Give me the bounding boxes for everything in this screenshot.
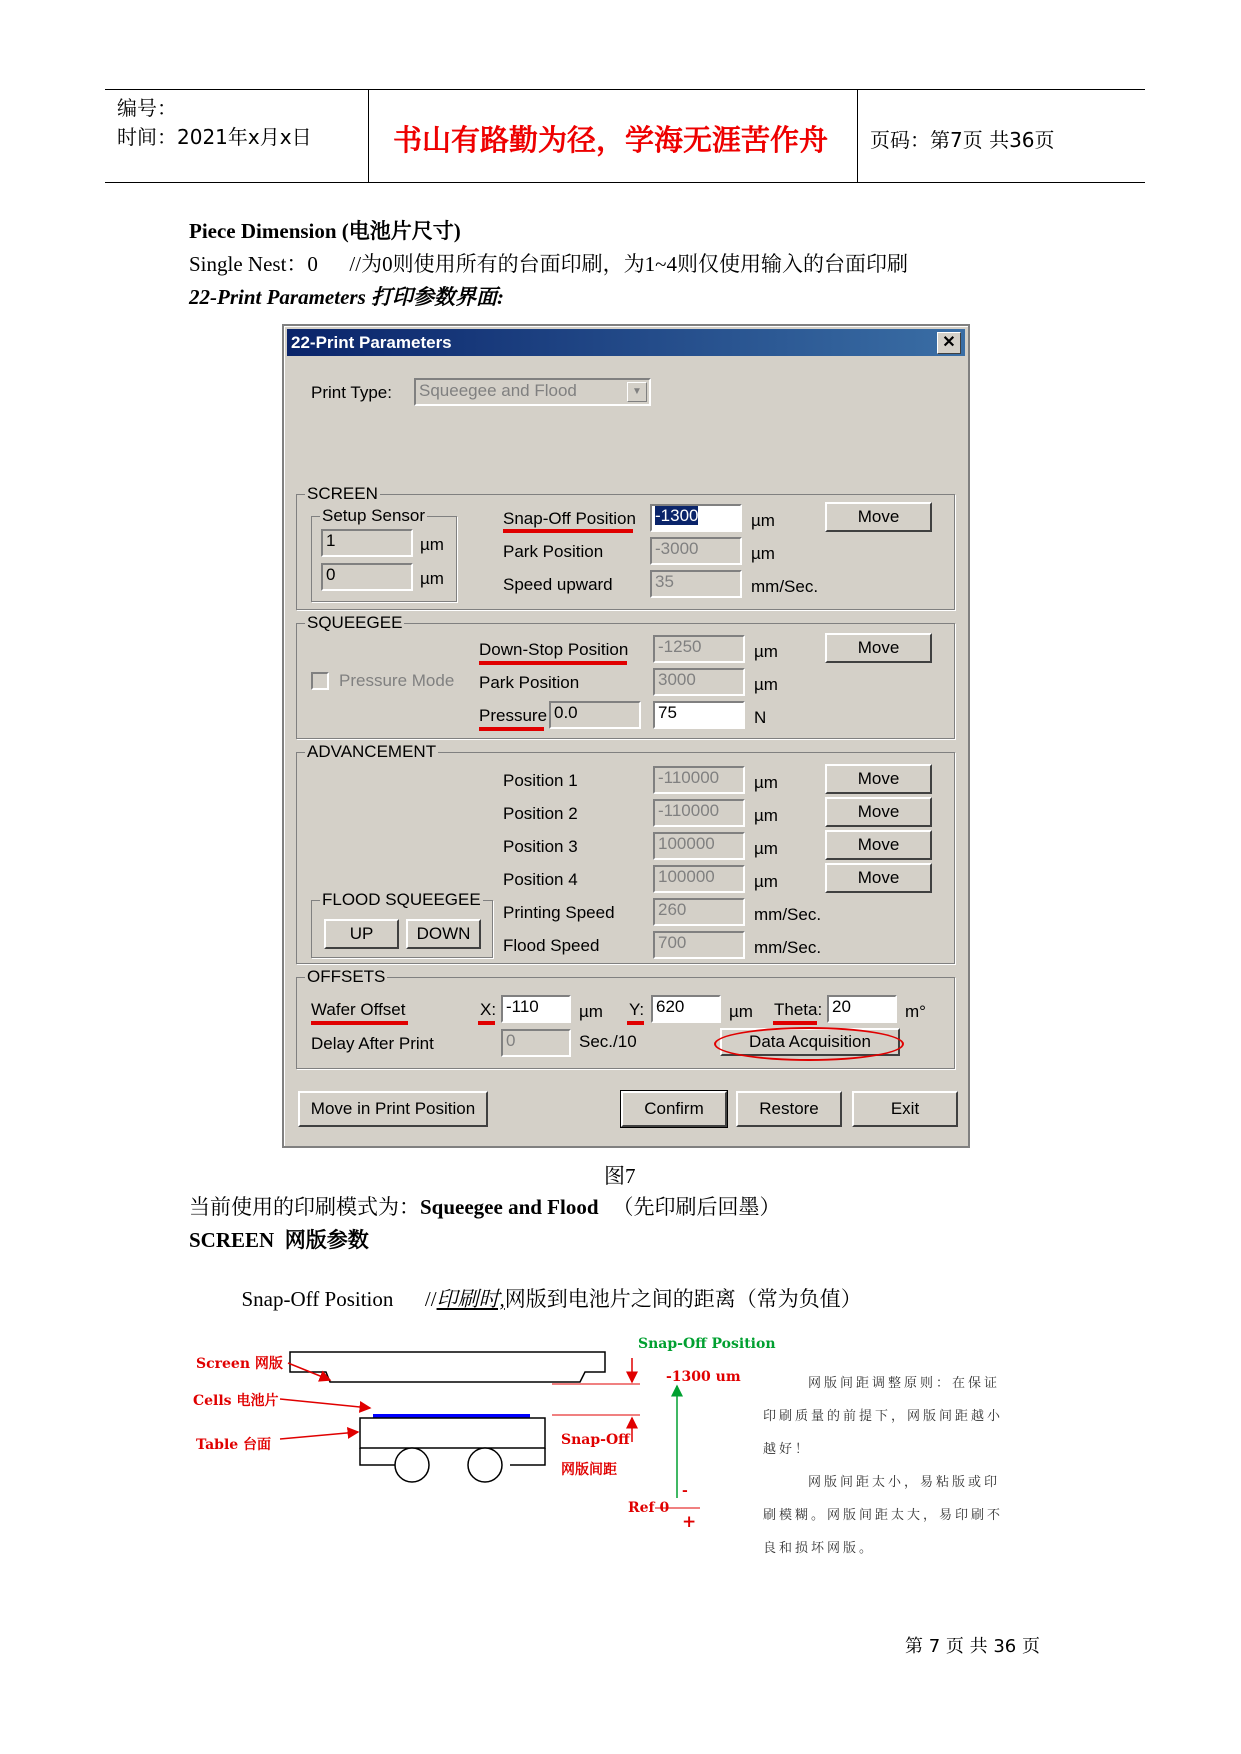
y-underline xyxy=(627,1021,644,1025)
position-3-label: Position 3 xyxy=(503,837,578,856)
down-stop-underline xyxy=(479,661,627,665)
page-footer: 第 7 页 共 36 页 xyxy=(905,1636,1040,1657)
screen-group-title: SCREEN xyxy=(307,484,378,503)
header-top-rule xyxy=(105,89,1145,90)
print-mode-value: Squeegee and Flood xyxy=(420,1195,599,1219)
position-1-field[interactable]: -110000 xyxy=(653,766,745,794)
position-4-move-button[interactable]: Move xyxy=(825,863,932,893)
x-offset-label: X: xyxy=(480,1000,497,1019)
diagram-snap-off-position: Snap-Off Position xyxy=(638,1336,776,1352)
note-line-1: 网版间距调整原则：在保证 xyxy=(808,1376,1001,1391)
theta-offset-field[interactable]: 20 xyxy=(827,995,897,1023)
x-offset-field[interactable]: -110 xyxy=(501,995,571,1023)
printing-speed-field[interactable]: 260 xyxy=(653,898,745,926)
position-2-move-button[interactable]: Move xyxy=(825,797,932,827)
restore-button[interactable]: Restore xyxy=(736,1091,842,1127)
close-button[interactable]: ✕ xyxy=(937,332,961,354)
snap-off-desc-c: 网版到电池片之间的距离（常为负值） xyxy=(504,1287,862,1311)
snap-off-desc-b: 印刷时, xyxy=(436,1287,505,1311)
wheel-left xyxy=(395,1448,429,1482)
delay-after-print-field[interactable]: 0 xyxy=(501,1029,571,1057)
down-stop-label: Down-Stop Position xyxy=(479,640,629,659)
screen-park-label: Park Position xyxy=(503,542,604,561)
position-3-unit: µm xyxy=(754,839,778,858)
data-acquisition-button[interactable]: Data Acquisition xyxy=(720,1028,900,1056)
position-1-move-button[interactable]: Move xyxy=(825,764,932,794)
flood-speed-label: Flood Speed xyxy=(503,936,600,955)
y-offset-label: Y: xyxy=(629,1000,645,1019)
sensor-1-unit: µm xyxy=(420,535,444,554)
speed-upward-field[interactable]: 35 xyxy=(650,570,742,598)
position-2-unit: µm xyxy=(754,806,778,825)
sensor-1-field[interactable]: 1 xyxy=(321,529,413,557)
position-4-field[interactable]: 100000 xyxy=(653,865,745,893)
theta-underline xyxy=(773,1021,817,1025)
header-code-label: 编号： xyxy=(117,96,177,120)
printing-speed-unit: mm/Sec. xyxy=(754,905,822,924)
squeegee-group-title: SQUEEGEE xyxy=(307,613,403,632)
offsets-group-title: OFFSETS xyxy=(307,967,386,986)
y-offset-unit: µm xyxy=(729,1002,753,1021)
squeegee-move-button[interactable]: Move xyxy=(825,633,932,663)
pressure-readout: 0.0 xyxy=(549,701,641,729)
sensor-2-field[interactable]: 0 xyxy=(321,563,413,591)
diagram-ref0: Ref 0 xyxy=(628,1500,670,1516)
piece-dimension-heading: Piece Dimension (电池片尺寸) xyxy=(189,219,461,243)
snap-off-desc-a: Snap-Off Position // xyxy=(241,1287,437,1311)
flood-speed-field[interactable]: 700 xyxy=(653,931,745,959)
speed-upward-label: Speed upward xyxy=(503,575,613,594)
pressure-field[interactable]: 75 xyxy=(653,701,745,729)
dialog-title: 22-Print Parameters xyxy=(291,333,452,352)
note-line-4: 网版间距太小，易粘版或印 xyxy=(808,1475,1001,1490)
diagram-minus: - xyxy=(682,1483,688,1499)
note-line-2: 印刷质量的前提下，网版间距越小 xyxy=(763,1409,1004,1424)
print-params-title: 22-Print Parameters 打印参数界面: xyxy=(189,285,504,309)
print-parameters-dialog xyxy=(282,324,970,1148)
exit-button[interactable]: Exit xyxy=(852,1091,958,1127)
move-in-print-position-button[interactable]: Move in Print Position xyxy=(298,1091,488,1127)
diagram-value: -1300 um xyxy=(666,1369,741,1385)
screen-park-unit: µm xyxy=(751,544,775,563)
delay-after-print-label: Delay After Print xyxy=(311,1034,434,1053)
cells-arrow xyxy=(280,1399,370,1408)
confirm-button[interactable]: Confirm xyxy=(621,1091,727,1127)
figure-caption: 图7 xyxy=(604,1164,636,1188)
print-mode-prefix: 当前使用的印刷模式为： xyxy=(189,1195,420,1219)
pressure-mode-label: Pressure Mode xyxy=(339,671,455,690)
screen-params-heading: SCREEN 网版参数 xyxy=(189,1228,369,1252)
down-stop-unit: µm xyxy=(754,642,778,661)
print-mode-suffix: （先印刷后回墨） xyxy=(612,1195,781,1219)
flood-up-button[interactable]: UP xyxy=(324,919,399,949)
x-underline xyxy=(478,1021,495,1025)
pressure-unit: N xyxy=(754,708,767,727)
down-stop-field[interactable]: -1250 xyxy=(653,635,745,663)
print-type-value: Squeegee and Flood xyxy=(419,381,577,400)
diagram-screen-label: Screen 网版 xyxy=(196,1356,283,1372)
pressure-mode-checkbox[interactable] xyxy=(311,672,329,690)
position-4-label: Position 4 xyxy=(503,870,578,889)
flood-down-button[interactable]: DOWN xyxy=(406,919,481,949)
sensor-2-unit: µm xyxy=(420,569,444,588)
diagram-plus: + xyxy=(682,1512,697,1532)
squeegee-park-unit: µm xyxy=(754,675,778,694)
pressure-underline xyxy=(479,727,544,731)
chevron-down-icon[interactable]: ▼ xyxy=(627,382,647,402)
snap-off-field[interactable]: -1300 xyxy=(650,504,742,532)
note-line-3: 越好！ xyxy=(763,1442,812,1457)
advancement-group-title: ADVANCEMENT xyxy=(307,742,437,761)
theta-offset-unit: m° xyxy=(905,1002,926,1021)
wafer-offset-label: Wafer Offset xyxy=(311,1000,406,1019)
position-3-move-button[interactable]: Move xyxy=(825,830,932,860)
theta-offset-label: Theta: xyxy=(774,1000,823,1019)
print-mode-line xyxy=(189,1191,781,1221)
header-motto: 书山有路勤为径，学海无涯苦作舟 xyxy=(393,123,829,157)
screen-move-button[interactable]: Move xyxy=(825,502,932,532)
snap-off-label: Snap-Off Position xyxy=(503,509,636,528)
header-time-label: 时间：2021年x月x日 xyxy=(117,125,312,149)
diagram-snap-off-cn: 网版间距 xyxy=(561,1462,617,1478)
diagram-snap-off: Snap-Off xyxy=(561,1432,630,1448)
squeegee-park-label: Park Position xyxy=(479,673,580,692)
x-offset-unit: µm xyxy=(579,1002,603,1021)
position-1-label: Position 1 xyxy=(503,771,578,790)
delay-unit: Sec./10 xyxy=(579,1032,637,1051)
printing-speed-label: Printing Speed xyxy=(503,903,615,922)
diagram-table-label: Table 台面 xyxy=(196,1437,272,1453)
position-1-unit: µm xyxy=(754,773,778,792)
print-type-select[interactable] xyxy=(414,378,651,406)
pressure-label: Pressure xyxy=(479,706,548,725)
snap-off-underline xyxy=(503,529,633,533)
flood-squeegee-title: FLOOD SQUEEGEE xyxy=(322,890,481,909)
print-type-label: Print Type: xyxy=(311,383,392,402)
single-nest-line: Single Nest：0 //为0则使用所有的台面印刷，为1~4则仅使用输入的台面印刷 xyxy=(189,252,908,276)
table-arrow xyxy=(280,1432,358,1439)
header-divider-2 xyxy=(857,90,858,183)
header-bottom-rule xyxy=(105,182,1145,183)
snap-off-description xyxy=(231,1258,862,1313)
y-offset-field[interactable]: 620 xyxy=(651,995,721,1023)
diagram-cells-label: Cells 电池片 xyxy=(193,1393,279,1409)
header-page-label: 页码：第7页 共36页 xyxy=(870,128,1055,152)
position-2-field[interactable]: -110000 xyxy=(653,799,745,827)
snap-off-unit: µm xyxy=(751,511,775,530)
table-shape xyxy=(360,1418,545,1448)
setup-sensor-title: Setup Sensor xyxy=(322,506,426,525)
position-4-unit: µm xyxy=(754,872,778,891)
dialog-titlebar xyxy=(287,329,965,356)
screen-shape xyxy=(290,1352,605,1382)
position-2-label: Position 2 xyxy=(503,804,578,823)
data-acquisition-highlight xyxy=(714,1027,904,1061)
wafer-offset-underline xyxy=(311,1021,408,1025)
header-divider-1 xyxy=(368,90,369,183)
wheel-right xyxy=(468,1448,502,1482)
note-line-5: 刷模糊。网版间距太大，易印刷不 xyxy=(763,1508,1004,1523)
flood-speed-unit: mm/Sec. xyxy=(754,938,822,957)
screen-park-field[interactable]: -3000 xyxy=(650,537,742,565)
table-carriage xyxy=(360,1448,545,1465)
speed-upward-unit: mm/Sec. xyxy=(751,577,819,596)
note-line-6: 良和损坏网版。 xyxy=(763,1541,876,1556)
position-3-field[interactable]: 100000 xyxy=(653,832,745,860)
squeegee-park-field[interactable]: 3000 xyxy=(653,668,745,696)
